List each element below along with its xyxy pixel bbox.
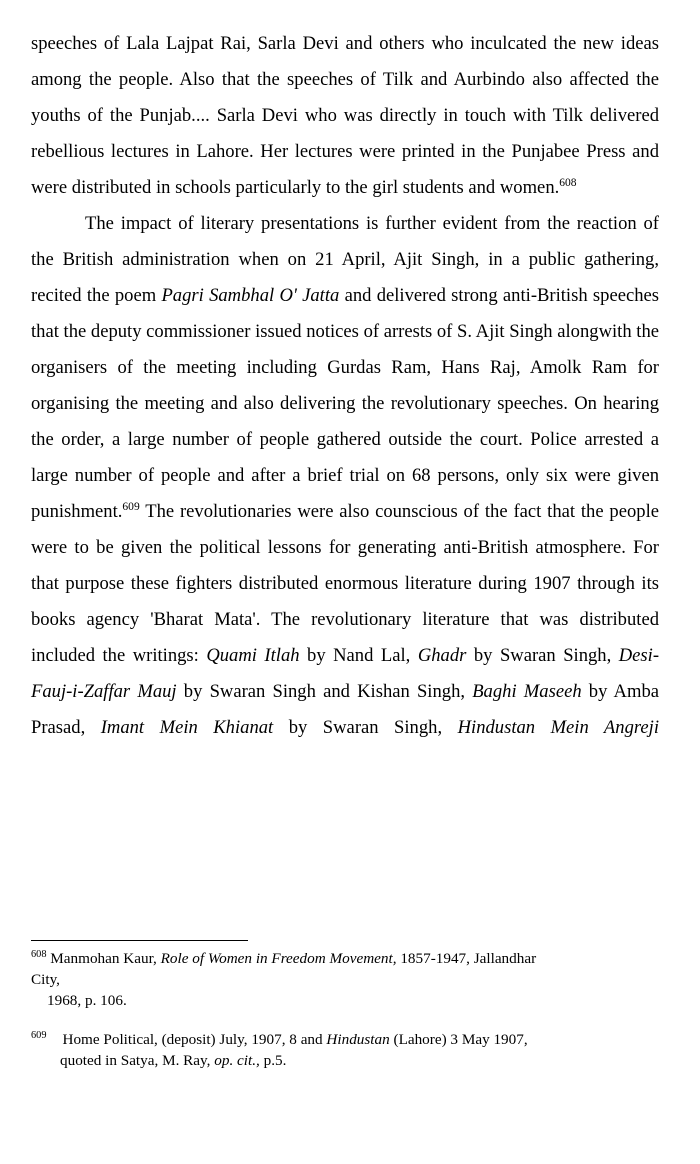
footnote-separator-rule <box>31 940 248 941</box>
footnote-reference-608[interactable]: 608 <box>559 176 577 189</box>
italic-title: Baghi Maseeh <box>472 681 582 702</box>
footnote-609-marker: 609 <box>31 1029 47 1041</box>
body-text-block <box>31 26 659 782</box>
italic-title: Desi-Fauj-i-Zaffar Mauj <box>31 645 660 702</box>
footnote-609-text-1: Home Political, (deposit) July, 1907, 8 and Hindustan (Lahore) 3 May 1907, <box>62 1031 528 1048</box>
italic-title: op. cit., <box>214 1052 260 1069</box>
footnote-608-text-1: Manmohan Kaur, Role of Women in Freedom Movement, 1857-1947, Jallandhar <box>46 950 537 967</box>
footnote-608-line-1 <box>31 948 659 969</box>
footnotes-block <box>31 948 659 1071</box>
footnote-reference-609[interactable]: 609 <box>122 500 140 513</box>
footnote-608-line-2 <box>31 969 659 990</box>
italic-title: Role of Women in Freedom Movement, <box>160 950 397 967</box>
footnote-609-text-2: quoted in Satya, M. Ray, op. cit., p.5. <box>60 1052 287 1069</box>
footnote-608 <box>31 948 659 1011</box>
paragraph-2: The impact of literary presentations is further evident from the reaction of the British administration when on 21 April, Ajit Singh, in a public gathering, recited the poem Pagri Sambhal O' Jatta and delivered strong anti-British speeches that the deputy commissioner issued notices of arrests of S. Ajit Singh alongwith the organisers of the meeting including Gurdas Ram, Hans Raj, Amolk Ram for organising the meeting and also delivering the revolutionary speeches. On hearing the order, a large number of people gathered outside the court. Police arrested a large number of people and after a brief trial on 68 persons, only six were given punishment.$^{609}$ The revolutionaries were also counscious of the fact that the people were to be given the political lessons for generating anti-British atmosphere. For that purpose these fighters distributed enormous literature during 1907 through its books agency 'Bharat Mata'. The revolutionary literature that was distributed included the writings: Quami Itlah by Nand Lal, Ghadr by Swaran Singh, Desi-Fauj-i-Zaffar Mauj by Swaran Singh and Kishan Singh, Baghi Maseeh by Amba Prasad, Imant Mein Khianat by Swaran Singh, Hindustan Mein Angreji <box>31 213 660 738</box>
italic-title: Pagri Sambhal O' Jatta <box>161 285 340 306</box>
footnote-609-line-1 <box>31 1029 659 1050</box>
footnote-609-line-2 <box>31 1050 659 1071</box>
footnote-609 <box>31 1029 659 1071</box>
paragraph-1: speeches of Lala Lajpat Rai, Sarla Devi and others who inculcated the new ideas among the people. Also that the speeches of Tilk and Aurbindo also affected the youths of the Punjab.... Sarla Devi who was directly in touch with Tilk delivered rebellious lectures in Lahore. Her lectures were printed in the Punjabee Press and were distributed in schools particularly to the girl students and women.$^{608}$ <box>31 33 659 198</box>
italic-title: Imant Mein Khianat <box>100 717 274 738</box>
footnote-608-text-3: 1968, p. 106. <box>47 992 127 1009</box>
italic-title: Ghadr <box>417 645 467 666</box>
footnote-608-marker: 608 <box>31 948 47 960</box>
footnote-608-line-3 <box>31 990 659 1011</box>
italic-title: Hindustan Mein Angreji <box>457 717 660 738</box>
footnote-608-text-2: City, <box>31 971 60 988</box>
italic-title: Hindustan <box>326 1031 390 1048</box>
italic-title: Quami Itlah <box>206 645 300 666</box>
